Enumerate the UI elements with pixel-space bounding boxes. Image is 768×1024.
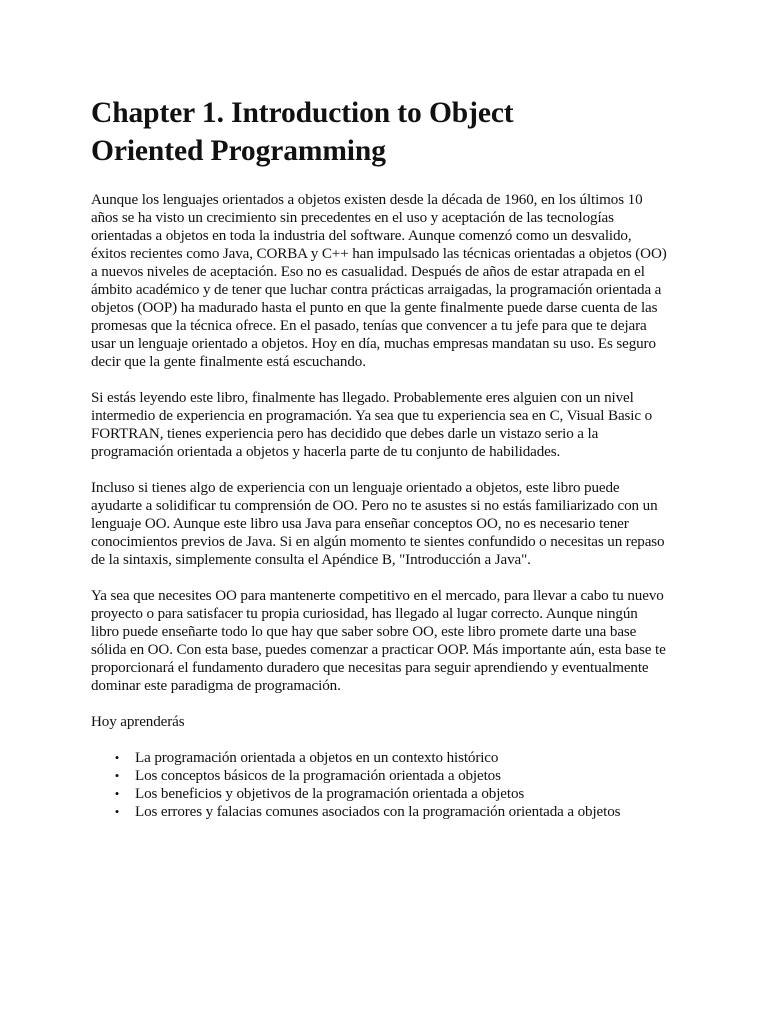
list-item — [91, 749, 681, 767]
audience-paragraph: Si estás leyendo este libro, finalmente has llegado. Probablemente eres alguien con un nivel intermedio de experiencia en programación. Ya sea que tu experiencia sea en C, Visual Basic o FORTRAN, tienes experiencia pero has decidido que debes darle un vistazo serio a la programación orientada a objetos y hacerla parte de tu conjunto de habilidades. — [91, 390, 653, 460]
chapter-title: Chapter 1. Introduction to Object Oriented Programming — [91, 97, 514, 167]
experience-paragraph: Incluso si tienes algo de experiencia con un lenguaje orientado a objetos, este libro puede ayudarte a solidificar tu comprensión de OO. Pero no te asustes si no estás familiarizado con un lenguaje OO. Aunque este libro usa Java para enseñar conceptos OO, no es necesario tener conocimientos previos de Java. Si en algún momento te sientes confundido o necesitas un repaso de la sintaxis, simplemente consulta el Apéndice B, "Introducción a Java". — [91, 480, 665, 568]
list-item — [91, 785, 681, 803]
bullet-icon: • — [114, 786, 120, 801]
bullet-icon: • — [114, 804, 120, 819]
bullet-icon: • — [114, 768, 120, 783]
list-item-text: Los errores y falacias comunes asociados con la programación orientada a objetos — [135, 804, 621, 820]
document-page — [91, 94, 681, 821]
bullet-icon: • — [114, 750, 120, 765]
list-item-text: Los beneficios y objetivos de la programación orientada a objetos — [135, 786, 525, 802]
list-item — [91, 767, 681, 785]
list-item-text: Los conceptos básicos de la programación orientada a objetos — [135, 768, 501, 784]
list-item — [91, 803, 681, 821]
motivation-paragraph: Ya sea que necesites OO para mantenerte competitivo en el mercado, para llevar a cabo tu nuevo proyecto o para satisfacer tu propia curiosidad, has llegado al lugar correcto. Aunque ningún libro puede enseñarte todo lo que hay que saber sobre OO, este libro promete darte una base sólida en OO. Con esta base, puedes comenzar a practicar OOP. Más importante aún, esta base te proporcionará el fundamento duradero que necesitas para seguir aprendiendo y eventualmente dominar este paradigma de programación. — [91, 588, 666, 694]
list-item-text: La programación orientada a objetos en un contexto histórico — [135, 750, 499, 766]
learning-goals-heading: Hoy aprenderás — [91, 714, 185, 730]
learning-goals-list — [91, 749, 681, 821]
intro-paragraph: Aunque los lenguajes orientados a objetos existen desde la década de 1960, en los últimos 10 años se ha visto un crecimiento sin precedentes en el uso y aceptación de las tecnologías orientadas a objetos en toda la industria del software. Aunque comenzó como un desvalido, éxitos recientes como Java, CORBA y C++ han impulsado las técnicas orientadas a objetos (OO) a nuevos niveles de aceptación. Eso no es casualidad. Después de años de estar atrapada en el ámbito académico y de tener que luchar contra prácticas arraigadas, la programación orientada a objetos (OOP) ha madurado hasta el punto en que la gente finalmente puede darse cuenta de las promesas que la técnica ofrece. En el pasado, tenías que convencer a tu jefe para que te dejara usar un lenguaje orientado a objetos. Hoy en día, muchas empresas mandatan su uso. Es seguro decir que la gente finalmente está escuchando. — [91, 192, 667, 370]
